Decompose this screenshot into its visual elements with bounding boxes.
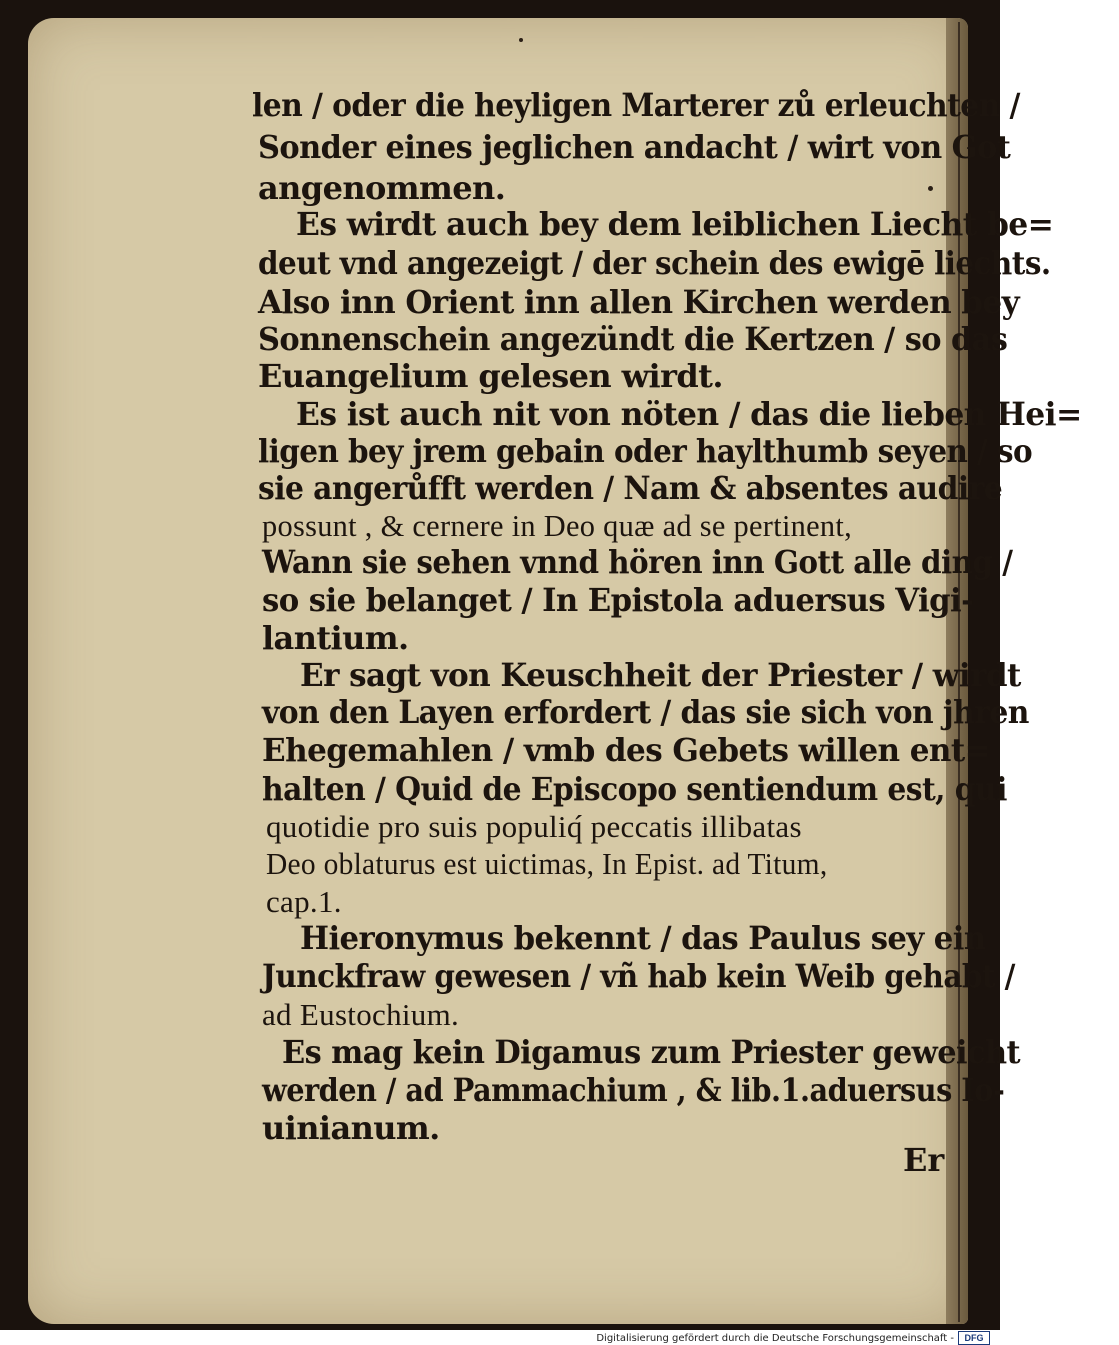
text-line: angenommen. <box>258 169 506 207</box>
text-line: quotidie pro suis populiq́ peccatis illibatas <box>266 809 802 844</box>
text-line: ligen bey jrem gebain oder haylthumb seyen / so <box>258 432 1033 470</box>
text-line: Also inn Orient inn allen Kirchen werden bey <box>258 283 1020 321</box>
text-line: lantium. <box>262 619 409 657</box>
text-line: len / oder die heyligen Marterer zů erleuchten / <box>252 86 1020 124</box>
text-line: deut vnd angezeigt / der schein des ewigē liechts. <box>258 244 1051 282</box>
dfg-logo[interactable]: DFG <box>958 1331 990 1345</box>
text-line: von den Layen erfordert / das sie sich von jhren <box>262 693 1029 731</box>
catchword: Er <box>903 1141 945 1179</box>
text-line: Junckfraw gewesen / vñ hab kein Weib gehabt / <box>262 957 1015 995</box>
text-line: so sie belanget / In Epistola aduersus Vigi- <box>262 581 974 619</box>
text-line: Es mag kein Digamus zum Priester geweicht <box>282 1033 1020 1071</box>
text-line: cap.1. <box>266 884 342 919</box>
ink-speck <box>519 38 523 42</box>
text-line: Es wirdt auch bey dem leiblichen Liecht be= <box>296 205 1054 243</box>
text-line: halten / Quid de Episcopo sentiendum est, qui <box>262 770 1007 808</box>
text-line: Wann sie sehen vnnd hören inn Gott alle ding / <box>262 543 1013 581</box>
text-line: uinianum. <box>262 1109 440 1147</box>
footer-credit: Digitalisierung gefördert durch die Deutsche Forschungsgemeinschaft - <box>596 1333 954 1344</box>
text-line: possunt , & cernere in Deo quæ ad se pertinent, <box>262 508 853 543</box>
text-line: Sonder eines jeglichen andacht / wirt von Got <box>258 128 1011 166</box>
text-line: Deo oblaturus est uictimas, In Epist. ad Titum, <box>266 846 828 881</box>
text-line: Es ist auch nit von nöten / das die lieben Hei= <box>296 395 1082 433</box>
text-line: Ehegemahlen / vmb des Gebets willen ent= <box>262 731 991 769</box>
text-line: sie angerůfft werden / Nam & absentes audire <box>258 469 1003 507</box>
text-line: Hieronymus bekennt / das Paulus sey ein <box>300 919 986 957</box>
text-line: ad Eustochium. <box>262 997 460 1032</box>
text-line: Er sagt von Keuschheit der Priester / wirdt <box>300 656 1021 694</box>
text-line: Sonnenschein angezündt die Kertzen / so das <box>258 320 1008 358</box>
text-line: werden / ad Pammachium , & lib.1.aduersus Io- <box>262 1071 1005 1109</box>
text-line: Euangelium gelesen wirdt. <box>258 357 723 395</box>
